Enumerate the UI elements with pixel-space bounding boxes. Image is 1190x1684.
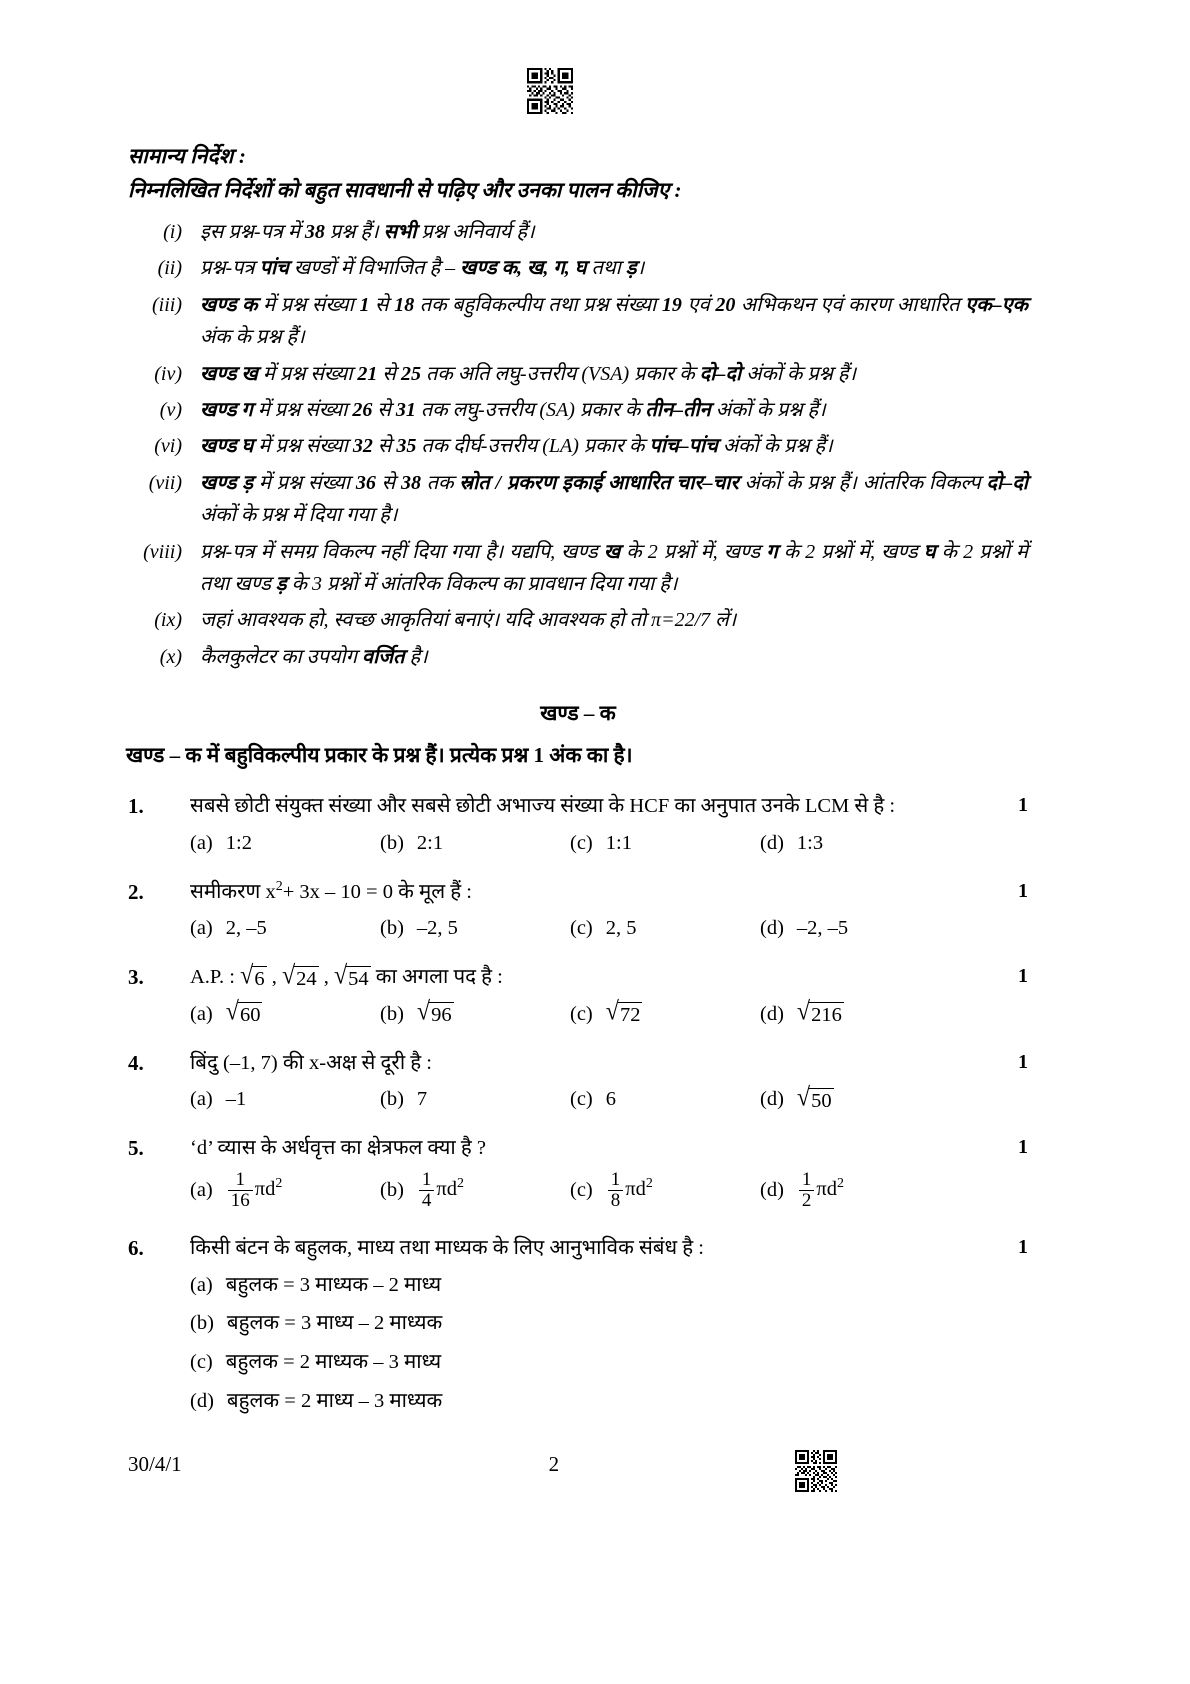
- option-c[interactable]: [570, 828, 760, 859]
- question-marks: 1: [1018, 1050, 1028, 1073]
- option-value: √ 96: [416, 998, 452, 1027]
- question-text: बिंदु (–1, 7) की x-अक्ष से दूरी है :: [190, 1051, 432, 1074]
- option-value: 2:1: [416, 831, 444, 854]
- option-label: (b): [380, 917, 404, 940]
- option-value: 1:1: [605, 831, 632, 854]
- question-text: समीकरण $x^2+ 3x - 10 = 0$ के मूल हैं :: [190, 878, 472, 903]
- option-label: (d): [190, 1389, 214, 1412]
- paper-code: 30/4/1: [128, 1452, 182, 1476]
- instruction-number: (x): [159, 645, 182, 668]
- option-label: (a): [190, 917, 213, 940]
- option-label: (d): [760, 1178, 784, 1201]
- question-number: 2.: [128, 879, 144, 904]
- instruction-text: इस प्रश्न-पत्र में 38 प्रश्न हैं। सभी प्रश्न अनिवार्य हैं।: [200, 221, 535, 244]
- option-label: (a): [190, 1178, 213, 1201]
- option-label: (c): [570, 831, 593, 854]
- option-label: (b): [380, 1088, 404, 1111]
- option-a[interactable]: [190, 1084, 380, 1115]
- instruction-text: जहां आवश्यक हो, स्वच्छ आकृतियां बनाएं। यदि आवश्यक हो तो π=22/7 लें।: [200, 609, 737, 632]
- option-value: बहुलक = 3 माध्य – 2 माध्यक: [226, 1312, 443, 1335]
- option-c[interactable]: [570, 1084, 760, 1115]
- option-d[interactable]: [760, 999, 844, 1030]
- question-block: [128, 1048, 1028, 1130]
- question-body: [190, 962, 998, 1044]
- instruction-item: [128, 252, 1028, 284]
- instruction-item: [128, 430, 1028, 462]
- option-d[interactable]: [760, 1084, 834, 1115]
- question-number: 1.: [128, 794, 144, 819]
- page-number: 2: [548, 1452, 560, 1476]
- option-d[interactable]: [760, 913, 848, 944]
- option-d[interactable]: [760, 828, 823, 859]
- option-label: (d): [760, 917, 784, 940]
- question-marks: 1: [1018, 1235, 1028, 1258]
- instruction-number: (vi): [154, 435, 182, 458]
- option-group: [190, 999, 998, 1030]
- option-c[interactable]: [190, 1347, 600, 1378]
- option-group: [190, 913, 998, 944]
- option-label: (a): [190, 1002, 213, 1025]
- instruction-item: [128, 467, 1028, 532]
- instruction-number: (viii): [143, 540, 182, 563]
- question-number: 3.: [128, 965, 144, 990]
- option-value: √ 216: [796, 998, 842, 1027]
- option-label: (b): [380, 1178, 404, 1201]
- instruction-item: [128, 641, 1028, 673]
- instruction-number: (v): [159, 399, 182, 421]
- option-group: [190, 1084, 998, 1115]
- qr-code-icon-footer: [795, 1450, 837, 1492]
- instruction-item: [128, 289, 1028, 354]
- instruction-text: खण्ड घ में प्रश्न संख्या 32 से 35 तक दीर्घ-उत्तरीय (LA) प्रकार के पांच–पांच अंकों के प्रश्न हैं।: [200, 435, 833, 458]
- question-marks: 1: [1018, 1136, 1028, 1159]
- option-label: (c): [570, 1088, 593, 1111]
- option-value: बहुलक = 3 माध्यक – 2 माध्य: [225, 1273, 442, 1296]
- qr-code-icon: [527, 68, 573, 114]
- instruction-text: खण्ड ग में प्रश्न संख्या 26 से 31 तक लघु-उत्तरीय (SA) प्रकार के तीन–तीन अंकों के प्रश्न हैं।: [200, 399, 826, 421]
- instruction-item: [128, 216, 1028, 248]
- option-value: $\frac{1}{16}$ $\pi d^2$: [226, 1170, 283, 1211]
- page-content: [128, 140, 1028, 1443]
- option-label: (c): [570, 1178, 593, 1201]
- option-value: $\frac{1}{4}$ $\pi d^2$: [417, 1170, 464, 1211]
- instruction-number: (ix): [154, 609, 182, 632]
- option-b[interactable]: [190, 1308, 600, 1339]
- option-value: $\frac{1}{8}$ $\pi d^2$: [606, 1170, 653, 1211]
- section-note: खण्ड – क में बहुविकल्पीय प्रकार के प्रश्न हैं। प्रत्येक प्रश्न 1 अंक का है।: [126, 743, 633, 768]
- question-text: किसी बंटन के बहुलक, माध्य तथा माध्यक के लिए आनुभाविक संबंध है :: [190, 1236, 704, 1259]
- instruction-number: (ii): [157, 257, 182, 280]
- option-value: √ 60: [225, 998, 261, 1027]
- instruction-text: कैलकुलेटर का उपयोग वर्जित है।: [200, 645, 428, 668]
- question-block: [128, 877, 1028, 959]
- option-b[interactable]: [380, 828, 570, 859]
- question-block: [128, 791, 1028, 873]
- instructions-list: [128, 216, 1028, 673]
- option-a[interactable]: [190, 828, 380, 859]
- question-body: [190, 1233, 998, 1439]
- option-label: (b): [190, 1312, 214, 1335]
- instruction-item: [128, 536, 1028, 601]
- option-value: $\frac{1}{2}$ $\pi d^2$: [797, 1170, 844, 1211]
- instruction-item: [128, 604, 1028, 636]
- instruction-text: खण्ड क में प्रश्न संख्या 1 से 18 तक बहुविकल्पीय तथा प्रश्न संख्या 19 एवं 20 अभिकथन एवं कारण आधारित एक–एक अंक के प्रश्न हैं।: [200, 293, 1029, 349]
- instruction-number: (vii): [148, 471, 182, 494]
- instruction-text: प्रश्न-पत्र में समग्र विकल्प नहीं दिया गया है। यद्यपि, खण्ड ख के 2 प्रश्नों में, खण्ड ग के 2 प्रश्नों में, खण्ड घ के 2 प्रश्नों में तथा खण्ड ड़ के 3 प्रश्नों में आंतरिक विकल्प का प्रावधान दिया गया है।: [200, 540, 1028, 595]
- option-value: –2, –5: [796, 917, 849, 940]
- questions-list: [128, 791, 1028, 1438]
- option-label: (c): [570, 1002, 593, 1025]
- option-value: √ 50: [796, 1083, 832, 1112]
- question-number: 5.: [128, 1136, 144, 1161]
- instruction-text: खण्ड ख में प्रश्न संख्या 21 से 25 तक अति लघु-उत्तरीय (VSA) प्रकार के दो–दो अंकों के प्रश्न हैं।: [200, 362, 857, 385]
- option-value: 1:3: [796, 831, 824, 854]
- instruction-item: [128, 358, 1028, 390]
- option-value: 2, 5: [605, 917, 637, 940]
- option-label: (d): [760, 1002, 784, 1025]
- option-b[interactable]: [380, 999, 570, 1030]
- option-label: (a): [190, 1088, 213, 1111]
- instruction-item: [128, 394, 1028, 426]
- option-value: –2, 5: [416, 917, 458, 940]
- question-body: [190, 877, 998, 959]
- question-body: [190, 1133, 998, 1229]
- option-value: बहुलक = 2 माध्य – 3 माध्यक: [226, 1389, 443, 1412]
- option-d[interactable]: [760, 1170, 844, 1211]
- option-value: √ 72: [605, 998, 641, 1027]
- question-marks: 1: [1018, 965, 1028, 988]
- question-number: 6.: [128, 1235, 144, 1260]
- option-d[interactable]: [190, 1386, 600, 1417]
- question-text: सबसे छोटी संयुक्त संख्या और सबसे छोटी अभाज्य संख्या के HCF का अनुपात उनके LCM से है :: [190, 795, 896, 818]
- option-group: [190, 1270, 998, 1425]
- option-group: [190, 1170, 998, 1211]
- option-a[interactable]: [190, 1170, 380, 1211]
- instruction-number: (iv): [154, 362, 182, 385]
- option-a[interactable]: [190, 913, 380, 944]
- option-value: –1: [225, 1088, 247, 1111]
- option-group: [190, 828, 998, 859]
- question-body: [190, 1048, 998, 1130]
- option-b[interactable]: [380, 913, 570, 944]
- question-text: A.P. : √ 6 , √ 24 , √ 54 का अगला पद है :: [190, 961, 503, 990]
- question-block: [128, 1133, 1028, 1229]
- option-a[interactable]: [190, 999, 380, 1030]
- question-body: [190, 791, 998, 873]
- instruction-number: (i): [163, 221, 182, 244]
- option-c[interactable]: [570, 1170, 760, 1211]
- question-number: 4.: [128, 1050, 144, 1075]
- question-marks: 1: [1018, 794, 1028, 817]
- instruction-number: (iii): [152, 293, 182, 316]
- question-block: [128, 1233, 1028, 1439]
- option-c[interactable]: [570, 913, 760, 944]
- general-instructions-subheading: निम्नलिखित निर्देशों को बहुत सावधानी से पढ़िए और उनका पालन कीजिए :: [128, 177, 682, 202]
- question-block: [128, 962, 1028, 1044]
- option-value: 6: [605, 1088, 617, 1111]
- general-instructions-heading: सामान्य निर्देश :: [128, 144, 247, 168]
- option-b[interactable]: [380, 1170, 570, 1211]
- option-a[interactable]: [190, 1270, 600, 1301]
- option-value: 2, –5: [225, 917, 267, 940]
- option-c[interactable]: [570, 999, 760, 1030]
- option-label: (a): [190, 831, 213, 854]
- option-label: (c): [570, 917, 593, 940]
- option-label: (b): [380, 1002, 404, 1025]
- option-label: (d): [760, 1088, 784, 1111]
- page-footer: [128, 1452, 1028, 1477]
- question-text: ‘d’ व्यास के अर्धवृत्त का क्षेत्रफल क्या है ?: [190, 1137, 486, 1160]
- option-b[interactable]: [380, 1084, 570, 1115]
- instruction-text: प्रश्न-पत्र पांच खण्डों में विभाजित है – खण्ड क, ख, ग, घ तथा ड़।: [200, 257, 645, 280]
- option-label: (d): [760, 831, 784, 854]
- option-value: 1:2: [225, 831, 252, 854]
- option-label: (b): [380, 831, 404, 854]
- section-title: खण्ड – क: [540, 701, 616, 726]
- option-label: (c): [190, 1351, 213, 1373]
- option-value: बहुलक = 2 माध्यक – 3 माध्य: [225, 1351, 442, 1373]
- question-marks: 1: [1018, 879, 1028, 902]
- option-label: (a): [190, 1273, 213, 1296]
- option-value: 7: [416, 1088, 428, 1111]
- instruction-text: खण्ड ड़ में प्रश्न संख्या 36 से 38 तक स्रोत / प्रकरण इकाई आधारित चार–चार अंकों के प्रश्न हैं। आंतरिक विकल्प दो–दो अंकों के प्रश्न में दिया गया है।: [200, 471, 1028, 527]
